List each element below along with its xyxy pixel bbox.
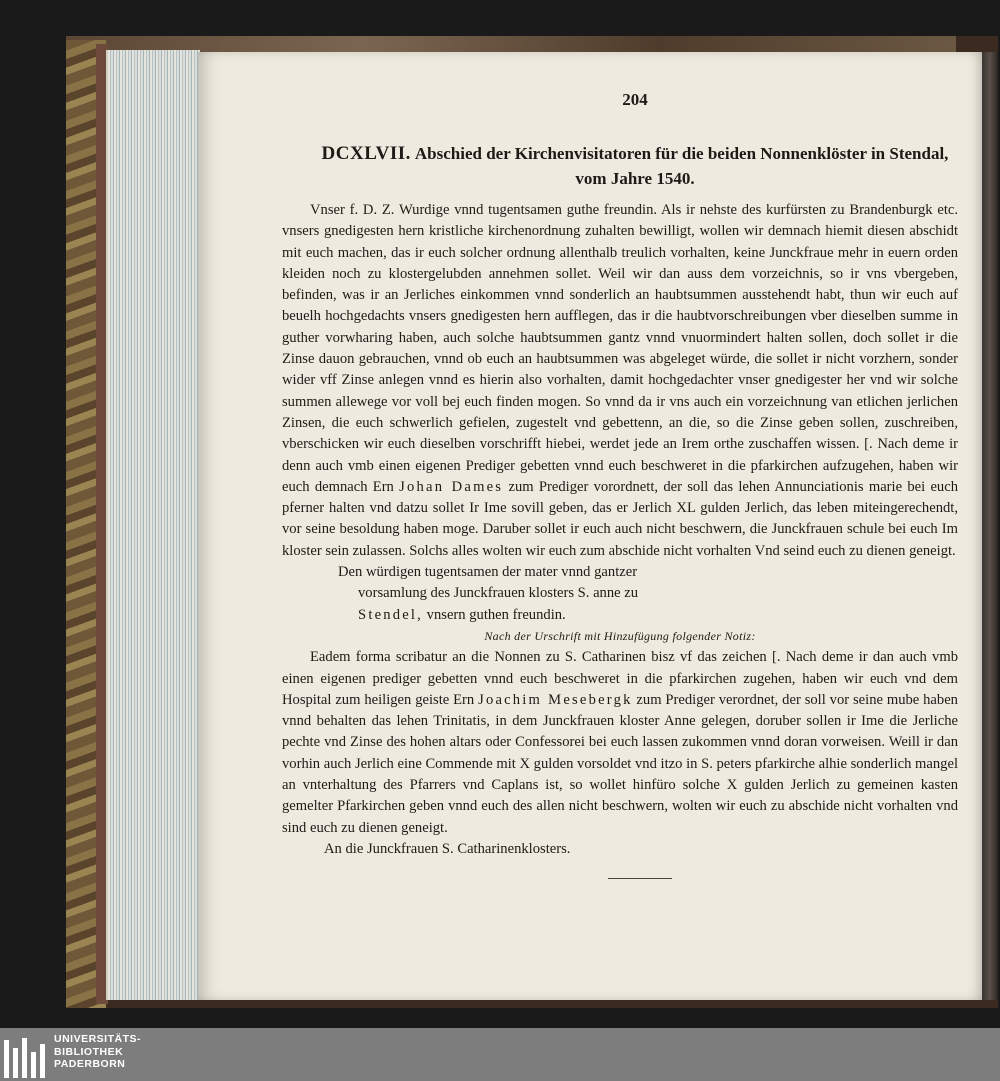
- paragraph-2: [282, 647, 958, 839]
- heading-title-line2: vom Jahre 1540.: [575, 169, 695, 188]
- closing-rule: [608, 878, 672, 879]
- name-johan-dames: Johan Dames: [399, 478, 504, 495]
- heading-title-line1: Abschied der Kirchenvisitatoren für die beiden Nonnenklöster in Stendal,: [414, 144, 949, 163]
- body-text: [282, 200, 958, 860]
- name-stendel: Stendel,: [358, 606, 424, 623]
- library-logo-icon: [0, 1034, 46, 1078]
- heading-number: DCXLVII.: [321, 143, 411, 164]
- recipient-line: An die Junckfrauen S. Catharinenklosters.: [324, 840, 571, 857]
- paragraph-1-part-b: zum Prediger vorordnett, der soll das lehen Annunciationis marie bei euch pferner halten vnd datzu sollet Ir Ime sovill geben, das er Jerlich XL gulden Jerlich, das leben miteingerechendt, vor seine besoldung haben moge. Daruber sollet ir euch auch nicht beschwern, die Junckfrauen schule bei euch Im kloster sein zulassen. Solchs alles wolten wir euch zum abschide nicht vorhalten Vnd seind euch zu dienen geneigt.: [282, 478, 959, 559]
- logo-line-1: UNIVERSITÄTS-: [54, 1033, 142, 1045]
- address-line-3: [282, 605, 958, 626]
- paragraph-1: [282, 200, 958, 562]
- library-logo-text: [54, 1033, 254, 1071]
- paragraph-2-part-b: zum Prediger verordnet, der soll vor seine mube haben vnnd behalten das lehen Trinitatis, in dem Junckfrauen kloster Anne gelegen, doruber sollen ir Ime die Jerliche pechte vnd Zinse des hohen altars oder Confessorei bei euch lassen zukommen vnnd doran vorweisen. Weill ir dan vorhin auch Jerlich eine Commende mit X gulden vorsoldet vnd itzo in S. peters pfarkirche alhie sonderlich mangel an vnterhaltung des Pfarrers vnd Caplans ist, so wollet hinfüro solche X gulden Jerlich zu gemeinen kasten gemelter Pfarkirchen geben vnnd euch des allen nicht beschwern, wolten wir euch zu abschide nicht vorhalten vnd sind euch zu dienen geneigt.: [282, 691, 958, 836]
- page-number: 204: [622, 90, 648, 109]
- address-line-3-rest: vnsern guthen freundin.: [423, 606, 566, 623]
- logo-line-2: BIBLIOTHEK: [54, 1045, 124, 1058]
- address-line-2: [282, 583, 958, 604]
- document-heading: [300, 142, 970, 191]
- logo-line-3: PADERBORN: [54, 1058, 126, 1070]
- page-edges: [106, 50, 200, 1000]
- paragraph-2-part-a: Eadem forma scribatur an die Nonnen zu S. Catharinen bisz vf das zeichen [. Nach deme ir dan auch vmb einen eigenen prediger gebetten vnnd euch beschweret in die pfarkirchen zugehen, haben wir euch vnd dem Hospital zum heiligen geiste Ern: [282, 649, 958, 708]
- name-joachim-mesebergk: Joachim Mesebergk: [478, 691, 633, 708]
- address-line-1: Den würdigen tugentsamen der mater vnnd gantzer: [338, 564, 638, 581]
- editorial-note: Nach der Urschrift mit Hinzufügung folgender Notiz:: [484, 628, 756, 643]
- address-line-2-text: vorsamlung des Junckfrauen klosters S. anne zu: [358, 585, 639, 602]
- right-cover-edge: [982, 52, 998, 1000]
- paragraph-1-part-a: Vnser f. D. Z. Wurdige vnnd tugentsamen guthe freundin. Als ir nehste des kurfürsten zu Brandenburgk etc. vnsers gnedigesten hern kristliche kirchenordnung zuhalten bewilligt, wollen wir demnach hiemit diesen abschidt mit euch machen, das ir euch solcher ordnung allenthalb treulich vorhalten, keine Junckfraue mehr in euern orden kleiden noch zu klostergelubden annehmen sollet. Weil wir dan auss dem vorzeichnis, so ir vns vbergeben, befinden, was ir an Jerliches einkommen vnnd sonderlich an haubtsummen ausstehendt habt, thun wir euch auf beuelh hochgedachts vnsers gnedigesten hern aufflegen, das ir die haubtvorschreibungen vber dieselben summe in guther vorwharing haben, auch solche haubtsummen gantz vnnd vnuormindert halten sollen, doch sollet ir die Zinse dauon gebrauchen, vnnd ob euch an haubtsummen was abgeleget würde, die sollet ir nicht vorzhern, sonder wider vff Zinse anlegen vnnd es hierin also vorhalten, damit hochgedachter vnser gnedigester her vnd wir solche summen allewege vor voll bej euch finden mogen. So vnnd da ir vns auch ein vorzeichnung van etlichen jerlichen Zinsen, die euch schwerlich gefielen, zugestelt vnd gebettenn, an die, so die Zinse geben sollen, zuschreiben, vberschicken wir euch dieselben vorschrifft hiebei, werdet jede an Irem orthe zuschaffen wissen. [. Nach deme ir denn auch vmb einen eigenen Prediger gebetten vnnd euch beschweret in die pfarkirchen aufzugehen, haben wir euch demnach Ern: [282, 202, 958, 495]
